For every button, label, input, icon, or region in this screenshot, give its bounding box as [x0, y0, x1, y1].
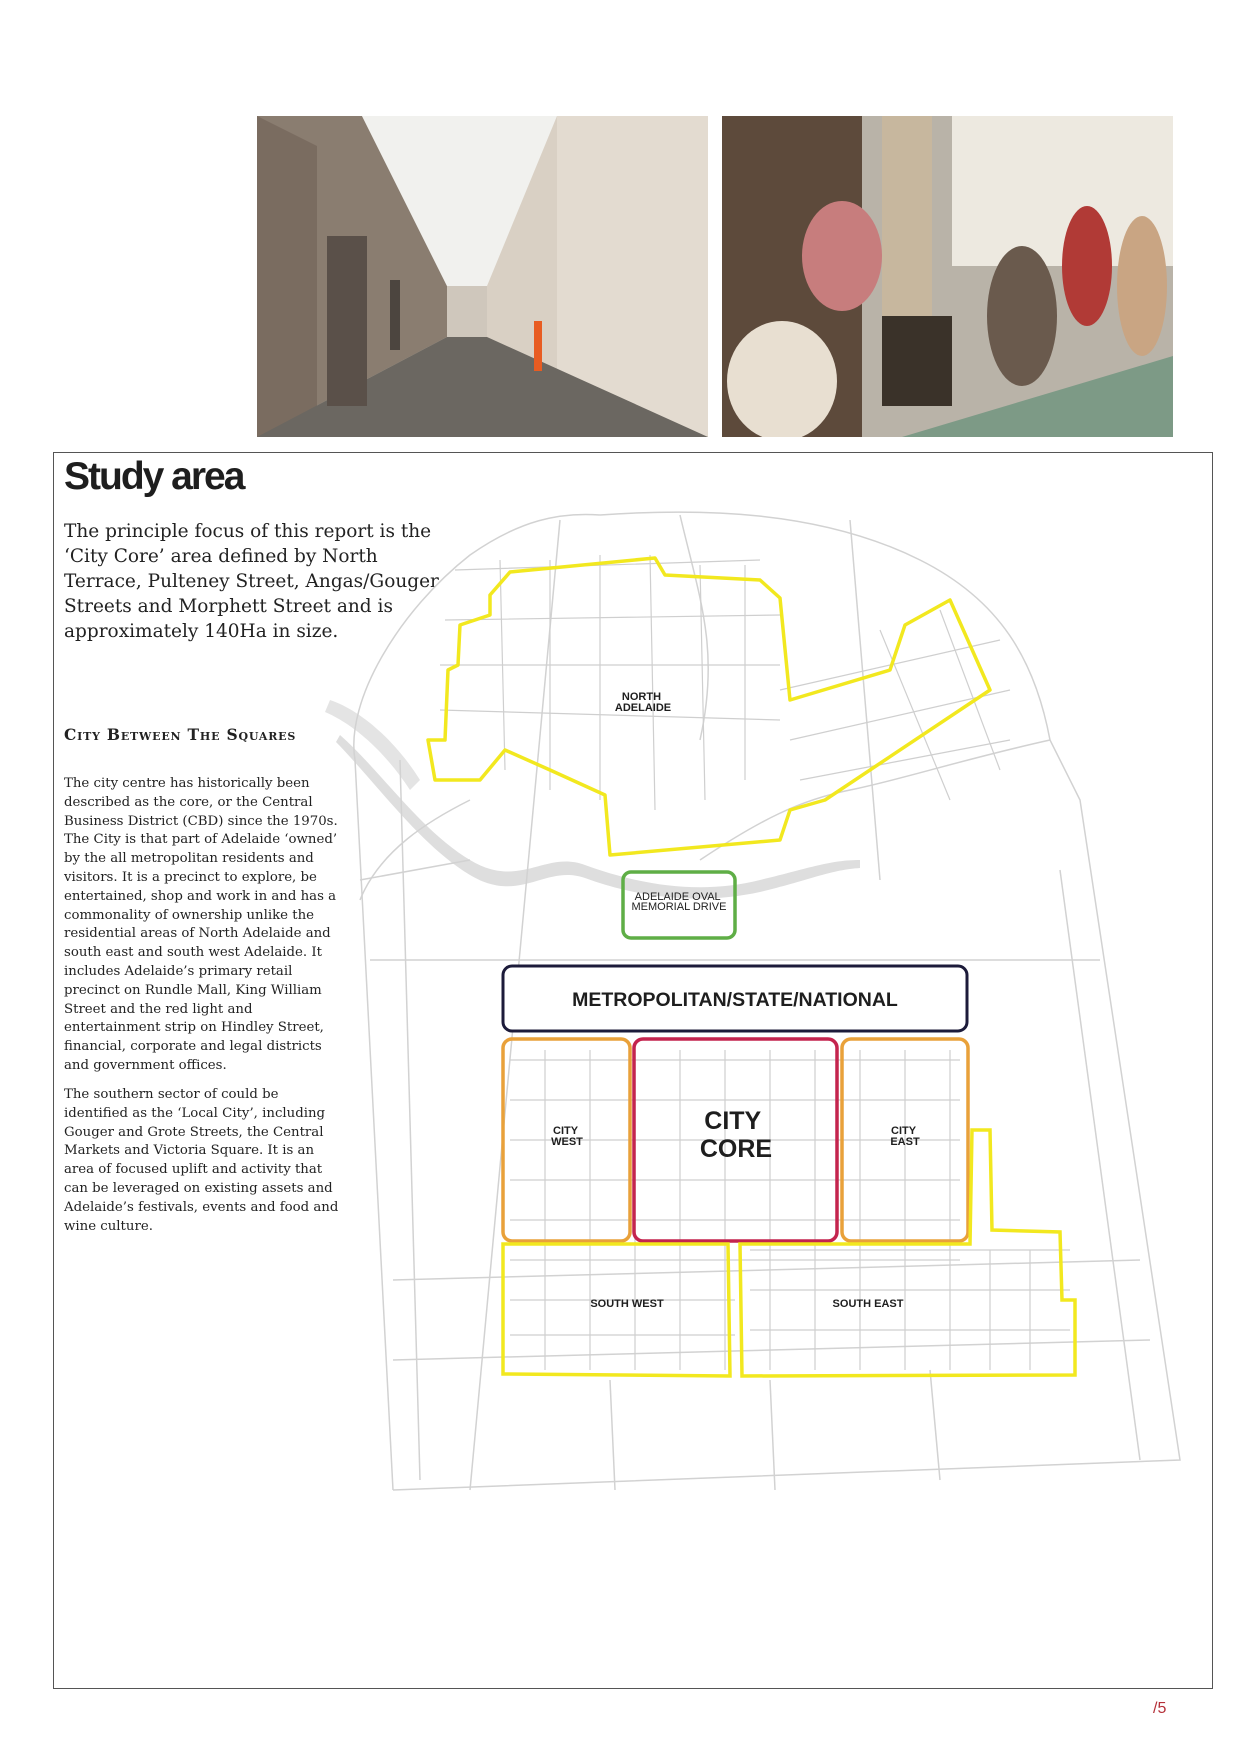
- adelaide-oval-label-line: ADELAIDE OVAL: [634, 891, 721, 903]
- city-east-label-line: EAST: [890, 1136, 920, 1148]
- river-torrens: [336, 735, 860, 899]
- section-subheading: City Between The Squares: [64, 725, 297, 744]
- intro-paragraph: The principle focus of this report is the ‘City Core’ area defined by North Terrace, Pulteney Street, Angas/Gouger Streets and Morphett Street and is approximately 140Ha in size.: [64, 521, 439, 642]
- south-east-label: SOUTH EAST: [832, 1298, 904, 1310]
- body-paragraph: The city centre has historically been described as the core, or the Central Business District (CBD) since the 1970s. The City is that part of Adelaide ‘owned’ by the all metropolitan residents and visitors. It is a precinct to explore, be entertained, shop and work in and has a commonality of ownership unlike the residential areas of North Adelaide and south east and south west Adelaide. It includes Adelaide’s primary retail precinct on Rundle Mall, King William Street and the red light and entertainment strip on Hindley Street, financial, corporate and legal districts and government offices.: [64, 776, 338, 1073]
- city-core-label-line: CORE: [699, 1135, 773, 1163]
- north-adelaide-label-line: ADELAIDE: [614, 702, 672, 714]
- city-east-label: [890, 1125, 920, 1148]
- study-area-map: [320, 505, 1200, 1515]
- south-west-label: SOUTH WEST: [590, 1298, 664, 1310]
- north-adelaide-label: [615, 691, 671, 714]
- body-paragraph: The southern sector of could be identified as the ‘Local City’, including Gouger and Grote Streets, the Central Markets and Victoria Square. It is an area of focused uplift and activity that can be leveraged on existing assets and Adelaide’s festivals, events and food and wine culture.: [64, 1087, 339, 1234]
- north-adelaide-zone: [428, 558, 990, 855]
- adelaide-oval-label-line: MEMORIAL DRIVE: [631, 901, 727, 913]
- laneway-photo: [257, 116, 708, 437]
- street-dining-photo: [722, 116, 1173, 437]
- city-west-label-line: CITY: [553, 1125, 578, 1137]
- metropolitan-label: METROPOLITAN/STATE/NATIONAL: [572, 989, 898, 1011]
- south-east-zone: [740, 1130, 1075, 1376]
- city-east-label-line: CITY: [891, 1125, 916, 1137]
- city-core-label: [700, 1107, 772, 1163]
- adelaide-oval-label: [632, 891, 727, 913]
- inner-streets: [440, 555, 1070, 1370]
- page-number: /5: [1153, 1700, 1167, 1717]
- city-west-label: [551, 1125, 583, 1148]
- page-title: Study area: [64, 455, 244, 498]
- city-west-label-line: WEST: [551, 1136, 583, 1148]
- city-core-label-line: CITY: [704, 1107, 761, 1135]
- north-adelaide-label-line: NORTH: [621, 691, 662, 703]
